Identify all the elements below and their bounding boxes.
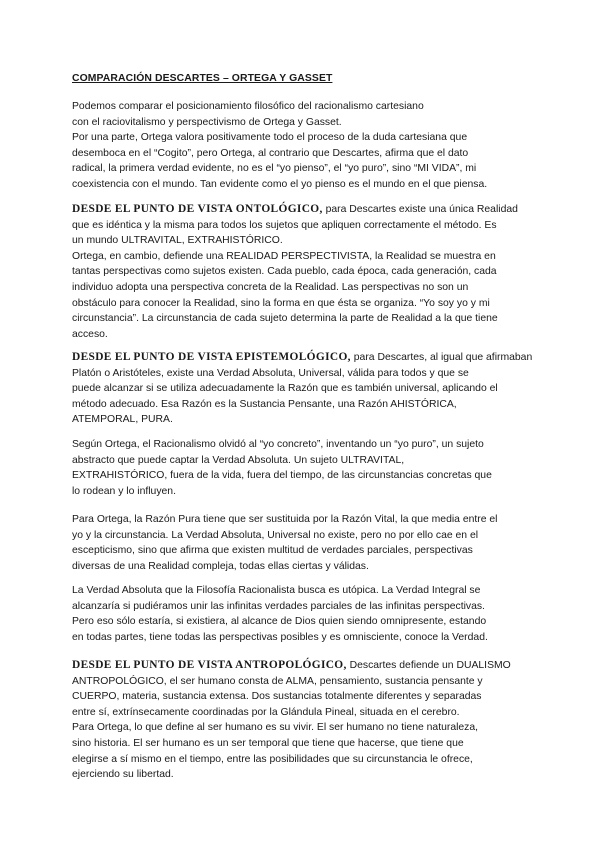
text-line: Para Ortega, la Razón Pura tiene que ser sustituida por la Razón Vital, la que media entre el xyxy=(72,514,498,525)
text-line: tantas perspectivas como sujetos existen. Cada pueblo, cada época, cada generación, cada xyxy=(72,266,497,278)
intro-paragraph xyxy=(72,99,532,193)
text-line: puede alcanzar si se utiliza adecuadamente la Razón que es también universal, aplicando el xyxy=(72,383,498,395)
text-line: Platón o Aristóteles, existe una Verdad Absoluta, Universal, válida para todos y que se xyxy=(72,367,469,379)
text-line: lo rodean y lo influyen. xyxy=(72,485,176,497)
text-line: en todas partes, tiene todas las perspectivas posibles y es omnisciente, conoce la Verdad. xyxy=(72,631,488,643)
text-line: yo y la circunstancia. La Verdad Absoluta, Universal no existe, pero no por ello cae en el xyxy=(72,529,479,541)
text-line: coexistencia con el mundo. Tan evidente como el yo pienso es el mundo en el que piensa. xyxy=(72,178,488,190)
text-line: que es idéntica y la misma para todos los sujetos que apliquen correctamente el método. Es xyxy=(72,219,497,231)
text-line: Por una parte, Ortega valora positivamente todo el proceso de la duda cartesiana que xyxy=(72,132,468,144)
text-line: Pero eso sólo estaría, si existiera, al alcance de Dios quien siendo omnipresente, estando xyxy=(72,616,487,628)
text-line: acceso. xyxy=(72,328,108,340)
anthropological-heading: DESDE EL PUNTO DE VISTA ANTROPOLÓGICO, xyxy=(72,659,347,671)
text-span: para Descartes, al igual que afirmaban xyxy=(350,352,533,363)
text-line: La Verdad Absoluta que la Filosofía Racionalista busca es utópica. La Verdad Integral se xyxy=(72,585,481,596)
text-line: método adecuado. Esa Razón es la Sustancia Pensante, una Razón AHISTÓRICA, xyxy=(72,398,457,410)
text-line: obstáculo para conocer la Realidad, sino la forma en que ésta se organiza. “Yo soy yo y mi xyxy=(72,297,490,309)
text-line: Podemos comparar el posicionamiento filosófico del racionalismo cartesiano xyxy=(72,101,424,112)
ortega-paragraph-1 xyxy=(72,437,532,499)
ontological-section xyxy=(72,202,532,342)
text-line: Según Ortega, el Racionalismo olvidó al “yo concreto”, inventando un “yo puro”, un sujeto xyxy=(72,439,484,450)
text-line xyxy=(72,658,532,674)
text-line: sino historia. El ser humano es un ser temporal que tiene que hacerse, que tiene que xyxy=(72,737,464,749)
text-line: alcanzaría si pudiéramos unir las infinitas verdades parciales de las infinitas perspectivas. xyxy=(72,600,485,612)
text-line: un mundo ULTRAVITAL, EXTRAHISTÓRICO. xyxy=(72,235,283,247)
text-line: desemboca en el “Cogito”, pero Ortega, al contrario que Descartes, afirma que el dato xyxy=(72,147,469,159)
text-span: Descartes defiende un DUALISMO xyxy=(346,660,511,671)
text-line: ejerciendo su libertad. xyxy=(72,769,174,781)
truth-paragraph xyxy=(72,583,532,645)
text-line: escepticismo, sino que afirma que existen multitud de verdades parciales, perspectivas xyxy=(72,545,473,557)
anthropological-section xyxy=(72,658,532,783)
text-line: ANTROPOLÓGICO, el ser humano consta de ALMA, pensamiento, sustancia pensante y xyxy=(72,675,483,687)
ontological-heading: DESDE EL PUNTO DE VISTA ONTOLÓGICO, xyxy=(72,203,323,215)
text-line: individuo adopta una perspectiva concreta de la Realidad. Las perspectivas no son un xyxy=(72,281,469,293)
text-line: circunstancia”. La circunstancia de cada sujeto determina la parte de Realidad a la que tiene xyxy=(72,313,498,325)
text-span: para Descartes existe una única Realidad xyxy=(322,204,518,215)
document-title: COMPARACIÓN DESCARTES – ORTEGA Y GASSET xyxy=(72,73,333,84)
text-line: ATEMPORAL, PURA. xyxy=(72,414,173,426)
text-line: EXTRAHISTÓRICO, fuera de la vida, fuera del tiempo, de las circunstancias concretas que xyxy=(72,470,492,482)
text-line: CUERPO, materia, sustancia extensa. Dos sustancias totalmente diferentes y separadas xyxy=(72,691,482,703)
text-line: diversas de una Realidad compleja, todas ellas ciertas y válidas. xyxy=(72,560,369,572)
text-line: Para Ortega, lo que define al ser humano es su vivir. El ser humano no tiene naturaleza, xyxy=(72,722,479,734)
text-line xyxy=(72,350,532,366)
text-line: radical, la primera verdad evidente, no es el “yo pienso”, el “yo puro”, sino “MI VIDA”, mi xyxy=(72,163,477,175)
ortega-paragraph-2 xyxy=(72,512,532,574)
text-line xyxy=(72,202,532,218)
text-line: Ortega, en cambio, defiende una REALIDAD PERSPECTIVISTA, la Realidad se muestra en xyxy=(72,250,496,262)
text-line: entre sí, extrínsecamente coordinadas por la Glándula Pineal, situada en el cerebro. xyxy=(72,706,460,718)
epistemological-heading: DESDE EL PUNTO DE VISTA EPISTEMOLÓGICO, xyxy=(72,351,351,363)
text-line: abstracto que puede captar la Verdad Absoluta. Un sujeto ULTRAVITAL, xyxy=(72,454,405,466)
epistemological-section xyxy=(72,350,532,428)
text-line: elegirse a sí mismo en el tiempo, entre las posibilidades que su circunstancia le ofrece, xyxy=(72,753,473,765)
text-line: con el raciovitalismo y perspectivismo de Ortega y Gasset. xyxy=(72,116,342,128)
